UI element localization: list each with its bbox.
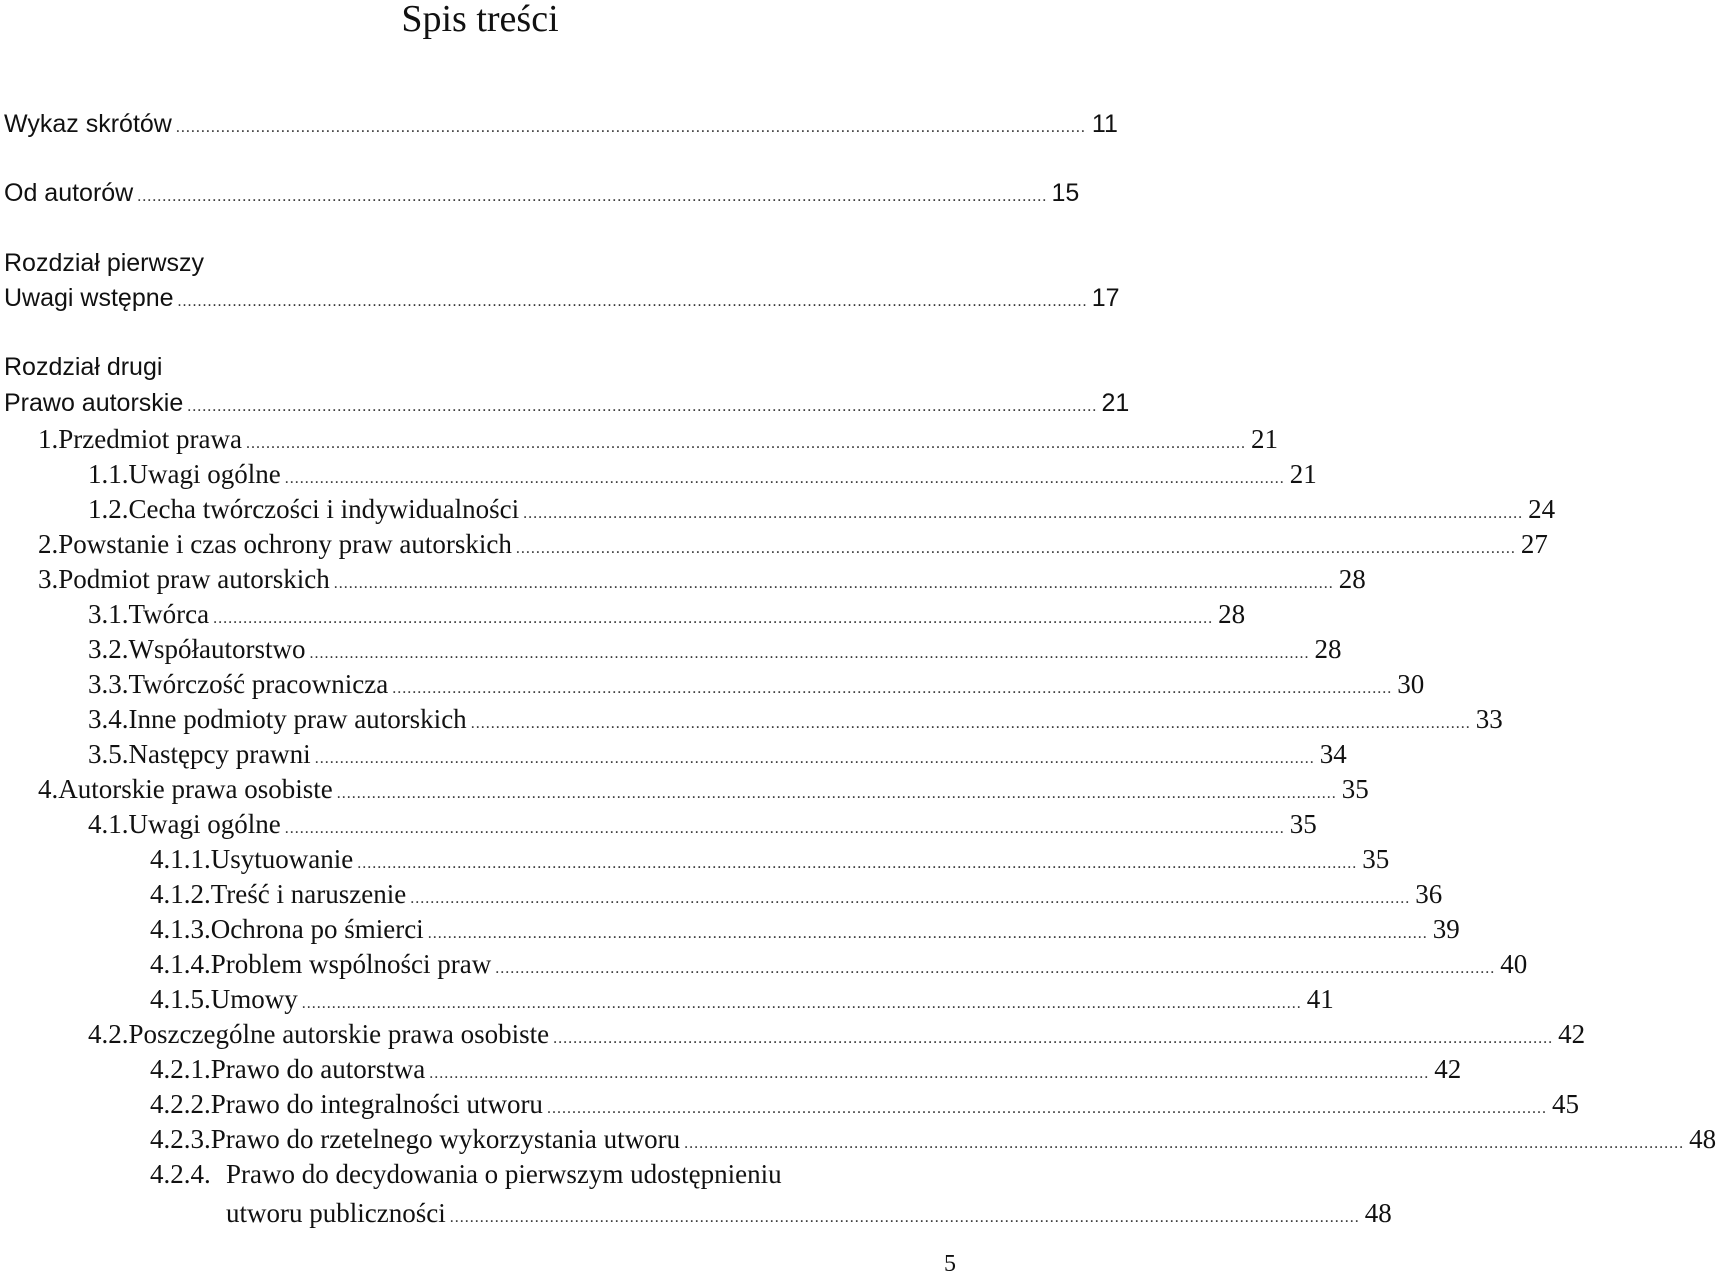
toc-number: 1.2. — [88, 494, 129, 524]
toc-page: 21 — [1289, 459, 1317, 489]
dot-leader: ...................................................................................................................................................................................... — [187, 398, 1098, 415]
dot-leader: ........................................................................................................................................................................................................ — [314, 750, 1315, 767]
toc-entry[interactable] — [88, 702, 1503, 737]
toc-page: 35 — [1341, 774, 1369, 804]
toc-page: 34 — [1319, 739, 1347, 769]
toc-number: 4.1.5. — [150, 984, 211, 1014]
toc-entry[interactable] — [150, 877, 1443, 912]
toc-label: Prawo autorskie — [4, 389, 184, 417]
toc-label: Prawo do autorstwa — [210, 1054, 426, 1084]
toc-page: 33 — [1475, 704, 1503, 734]
toc-number: 4.2.4. — [150, 1159, 211, 1189]
toc-entry[interactable] — [88, 632, 1342, 667]
dot-leader: ........................................................................................................................................................................................................ — [213, 610, 1214, 627]
toc-label: Podmiot praw autorskich — [58, 564, 330, 594]
dot-leader: ........................................................................................................................................................................................................ — [284, 470, 1285, 487]
toc-page: 28 — [1338, 564, 1366, 594]
toc-number: 4.2. — [88, 1019, 129, 1049]
toc-page: 48 — [1689, 1124, 1716, 1154]
dot-leader: ........................................................................................................................................................................................................ — [333, 575, 1334, 592]
toc-entry[interactable] — [38, 527, 1548, 562]
toc-entry[interactable] — [150, 1122, 1716, 1157]
toc-entry-continuation[interactable] — [226, 1196, 1392, 1231]
page-number: 5 — [944, 1251, 956, 1277]
toc-entry[interactable] — [150, 947, 1528, 982]
toc-label: Autorskie prawa osobiste — [58, 774, 333, 804]
toc-entry[interactable] — [150, 1052, 1462, 1087]
dot-leader: ........................................................................................................................................................................................................ — [301, 995, 1302, 1012]
toc-entry-uwagi-wstepne[interactable] — [0, 281, 1120, 316]
dot-leader: ........................................................................................................................................................................................................ — [336, 785, 1337, 802]
toc-entry-prawo-autorskie[interactable] — [0, 386, 1130, 421]
toc-label: Prawo do rzetelnego wykorzystania utworu — [210, 1124, 681, 1154]
toc-entry[interactable] — [38, 562, 1366, 597]
toc-page: 36 — [1415, 879, 1443, 909]
page-title: Spis treści — [401, 0, 559, 40]
toc-page: 48 — [1364, 1198, 1392, 1228]
dot-leader: ........................................................................................................................................................................................................ — [684, 1135, 1685, 1152]
toc-number: 4.1.4. — [150, 949, 211, 979]
dot-leader: ........................................................................................................................................................................................................ — [357, 855, 1358, 872]
toc-number: 1.1. — [88, 459, 129, 489]
toc-number: 3.1. — [88, 599, 129, 629]
toc-page: 42 — [1434, 1054, 1462, 1084]
dot-leader: ........................................................................................................................................................................................................ — [410, 890, 1411, 907]
dot-leader: ........................................................................................................................................................................................................ — [523, 505, 1524, 522]
dot-leader: ........................................................................................................................................................................................................ — [515, 540, 1516, 557]
chapter-heading: Rozdział pierwszy — [4, 249, 205, 277]
dot-leader: ...................................................................................................................................................................................... — [175, 119, 1086, 136]
dot-leader: ........................................................................................................................................................................................................ — [546, 1100, 1547, 1117]
dot-leader: ........................................................................................................................................................................................................ — [284, 820, 1285, 837]
toc-entry[interactable] — [150, 842, 1390, 877]
toc-number: 4.1.1. — [150, 844, 211, 874]
toc-label: Ochrona po śmierci — [210, 914, 424, 944]
toc-label: Uwagi wstępne — [4, 284, 174, 312]
toc-number: 4.2.1. — [150, 1054, 211, 1084]
toc-entry[interactable] — [88, 1017, 1586, 1052]
toc-label: Umowy — [210, 984, 298, 1014]
toc-page: 28 — [1218, 599, 1246, 629]
toc-entry-wykaz[interactable] — [0, 107, 1118, 142]
dot-leader: ...................................................................................................................................................................................... — [449, 1209, 1360, 1226]
toc-number: 3.3. — [88, 669, 129, 699]
dot-leader: ........................................................................................................................................................................................................ — [309, 645, 1310, 662]
toc-page: 28 — [1314, 634, 1342, 664]
toc-number: 3.4. — [88, 704, 129, 734]
toc-page: 17 — [1091, 284, 1120, 312]
toc-page: 27 — [1520, 529, 1548, 559]
dot-leader: ........................................................................................................................................................................................................ — [392, 680, 1393, 697]
toc-entry[interactable] — [150, 982, 1334, 1017]
toc-page: 21 — [1250, 424, 1278, 454]
dot-leader: ...................................................................................................................................................................................... — [137, 188, 1048, 205]
toc-label: Uwagi ogólne — [128, 459, 281, 489]
toc-label: Współautorstwo — [128, 634, 306, 664]
dot-leader: ...................................................................................................................................................................................... — [177, 293, 1088, 310]
dot-leader: ........................................................................................................................................................................................................ — [470, 715, 1471, 732]
toc-number: 1. — [38, 424, 59, 454]
toc-number: 4.1. — [88, 809, 129, 839]
toc-entry[interactable] — [150, 1087, 1579, 1122]
toc-page: 11 — [1091, 110, 1118, 138]
toc-page: 35 — [1289, 809, 1317, 839]
toc-label: utworu publiczności — [226, 1198, 446, 1228]
toc-entry[interactable] — [150, 1157, 950, 1192]
toc-number: 3. — [38, 564, 59, 594]
toc-entry[interactable] — [88, 492, 1556, 527]
toc-number: 4.1.3. — [150, 914, 211, 944]
toc-entry[interactable] — [150, 912, 1460, 947]
toc-number: 4.2.3. — [150, 1124, 211, 1154]
chapter-heading: Rozdział drugi — [4, 353, 163, 381]
toc-label: Przedmiot prawa — [58, 424, 242, 454]
toc-page: 21 — [1101, 389, 1130, 417]
dot-leader: ........................................................................................................................................................................................................ — [427, 925, 1428, 942]
toc-number: 4.1.2. — [150, 879, 211, 909]
toc-entry[interactable] — [88, 597, 1246, 632]
toc-label: Wykaz skrótów — [4, 110, 172, 138]
toc-number: 3.5. — [88, 739, 129, 769]
toc-label: Inne podmioty praw autorskich — [128, 704, 467, 734]
toc-label: Problem wspólności praw — [210, 949, 492, 979]
toc-entry[interactable] — [88, 807, 1317, 842]
toc-label: Treść i naruszenie — [210, 879, 407, 909]
toc-label: Prawo do integralności utworu — [210, 1089, 543, 1119]
toc-label: Prawo do decydowania o pierwszym udostępnieniu — [226, 1159, 782, 1189]
toc-label: Twórczość pracownicza — [128, 669, 389, 699]
toc-page: 15 — [1051, 179, 1080, 207]
toc-number: 3.2. — [88, 634, 129, 664]
dot-leader: ........................................................................................................................................................................................................ — [553, 1030, 1554, 1047]
toc-page: 40 — [1500, 949, 1528, 979]
toc-number: 4.2.2. — [150, 1089, 211, 1119]
toc-label: Usytuowanie — [210, 844, 354, 874]
toc-entry-od-autorow[interactable] — [0, 176, 1080, 211]
toc-label: Następcy prawni — [128, 739, 311, 769]
toc-label: Cecha twórczości i indywidualności — [128, 494, 520, 524]
toc-page: 30 — [1397, 669, 1425, 699]
dot-leader: ........................................................................................................................................................................................................ — [429, 1065, 1430, 1082]
toc-page: 41 — [1306, 984, 1334, 1014]
toc-entry[interactable] — [38, 772, 1369, 807]
toc-entry[interactable] — [88, 667, 1425, 702]
toc-page: 45 — [1551, 1089, 1579, 1119]
toc-entry[interactable] — [38, 422, 1278, 457]
toc-number: 4. — [38, 774, 59, 804]
toc-page: 42 — [1558, 1019, 1586, 1049]
toc-page: 35 — [1362, 844, 1390, 874]
toc-entry[interactable] — [88, 457, 1317, 492]
dot-leader: ........................................................................................................................................................................................................ — [495, 960, 1496, 977]
toc-label: Poszczególne autorskie prawa osobiste — [128, 1019, 550, 1049]
toc-entry[interactable] — [88, 737, 1347, 772]
dot-leader: ........................................................................................................................................................................................................ — [245, 435, 1246, 452]
toc-page: 39 — [1432, 914, 1460, 944]
toc-label: Uwagi ogólne — [128, 809, 281, 839]
toc-label: Powstanie i czas ochrony praw autorskich — [58, 529, 512, 559]
toc-page: 24 — [1528, 494, 1556, 524]
toc-number: 2. — [38, 529, 59, 559]
toc-label: Twórca — [128, 599, 210, 629]
toc-label: Od autorów — [4, 179, 134, 207]
